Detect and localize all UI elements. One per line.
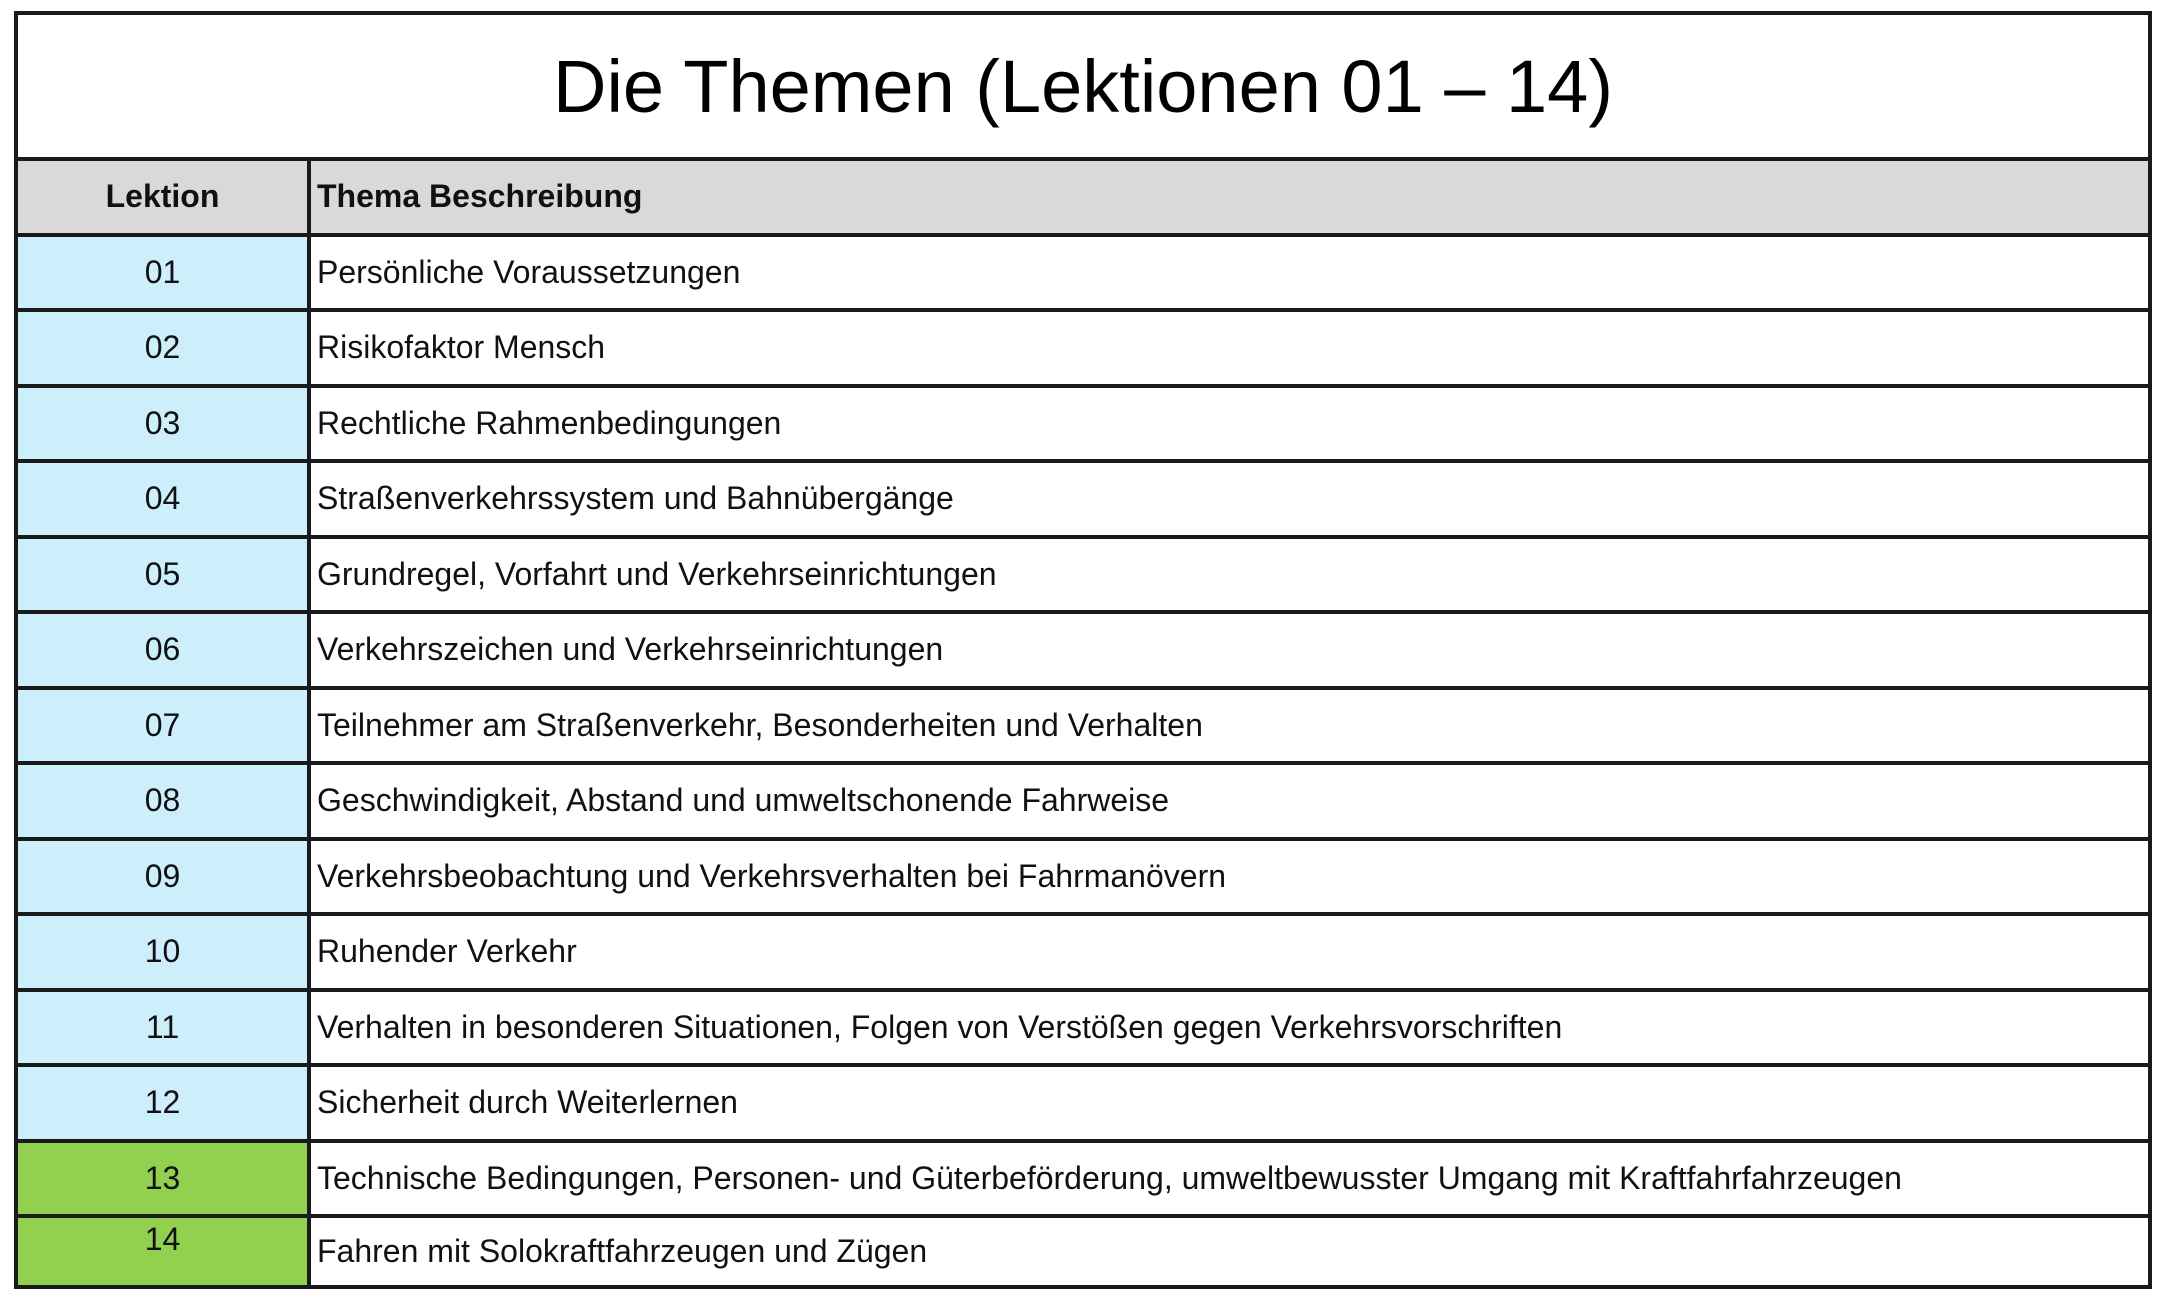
lektion-number: 11 [18, 992, 311, 1064]
lektion-number: 10 [18, 916, 311, 988]
table-row [18, 463, 2148, 539]
table-row [18, 237, 2148, 313]
thema-description: Technische Bedingungen, Personen- und Güterbeförderung, umweltbewusster Umgang mit Kraftfahrfahrzeugen [311, 1143, 2148, 1215]
thema-description: Persönliche Voraussetzungen [311, 237, 2148, 309]
table-row [18, 690, 2148, 766]
lektion-number: 02 [18, 312, 311, 384]
lektion-number: 12 [18, 1067, 311, 1139]
lektion-number: 07 [18, 690, 311, 762]
table-row [18, 614, 2148, 690]
lektion-number: 14 [144, 1221, 181, 1257]
thema-description: Rechtliche Rahmenbedingungen [311, 388, 2148, 460]
thema-description: Geschwindigkeit, Abstand und umweltschonende Fahrweise [311, 765, 2148, 837]
lektion-number: 04 [18, 463, 311, 535]
lektion-number: 01 [18, 237, 311, 309]
thema-description: Straßenverkehrssystem und Bahnübergänge [311, 463, 2148, 535]
lektion-number: 06 [18, 614, 311, 686]
thema-description: Ruhender Verkehr [311, 916, 2148, 988]
lektion-number: 08 [18, 765, 311, 837]
table-row [18, 1067, 2148, 1143]
lessons-table [14, 11, 2152, 1289]
thema-description: Sicherheit durch Weiterlernen [311, 1067, 2148, 1139]
thema-description: Fahren mit Solokraftfahrzeugen und Zügen [311, 1218, 2148, 1285]
lektion-number: 03 [18, 388, 311, 460]
lektion-number: 13 [18, 1143, 311, 1215]
table-row [18, 1143, 2148, 1219]
table-row [18, 841, 2148, 917]
lektion-number: 05 [18, 539, 311, 611]
header-thema: Thema Beschreibung [311, 161, 2148, 233]
thema-description: Grundregel, Vorfahrt und Verkehrseinrichtungen [311, 539, 2148, 611]
lektion-number-cell [18, 1218, 311, 1285]
table-header-row [18, 161, 2148, 237]
table-row [18, 916, 2148, 992]
thema-description: Verkehrszeichen und Verkehrseinrichtungen [311, 614, 2148, 686]
thema-description: Risikofaktor Mensch [311, 312, 2148, 384]
table-row [18, 992, 2148, 1068]
thema-description: Verhalten in besonderen Situationen, Folgen von Verstößen gegen Verkehrsvorschriften [311, 992, 2148, 1064]
thema-description: Verkehrsbeobachtung und Verkehrsverhalten bei Fahrmanövern [311, 841, 2148, 913]
table-row [18, 388, 2148, 464]
table-row [18, 1218, 2148, 1285]
table-row [18, 539, 2148, 615]
table-row [18, 312, 2148, 388]
lektion-number: 09 [18, 841, 311, 913]
thema-description: Teilnehmer am Straßenverkehr, Besonderheiten und Verhalten [311, 690, 2148, 762]
page-title: Die Themen (Lektionen 01 – 14) [18, 15, 2148, 161]
header-lektion: Lektion [18, 161, 311, 233]
table-row [18, 765, 2148, 841]
